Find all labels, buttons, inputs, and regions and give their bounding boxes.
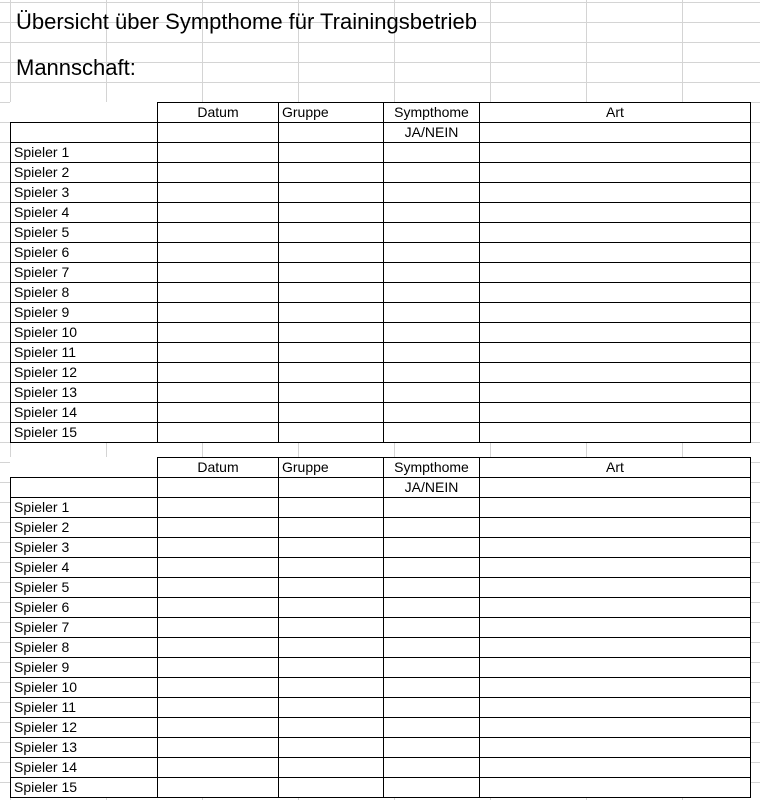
sympthome-cell[interactable] [384,203,480,223]
player-row [11,598,751,618]
datum-cell[interactable] [158,383,279,403]
datum-cell[interactable] [158,163,279,183]
player-row [11,678,751,698]
table-grid [10,457,751,798]
player-row [11,578,751,598]
datum-cell[interactable] [158,638,279,658]
subheader-ja-nein[interactable]: JA/NEIN [384,123,480,143]
header-row [11,103,751,123]
gruppe-cell[interactable] [279,403,384,423]
player-name-cell[interactable]: Spieler 1 [11,498,158,518]
art-cell[interactable] [480,323,751,343]
sympthome-cell[interactable] [384,403,480,423]
header-sympthome[interactable]: Sympthome [384,103,480,123]
sympthome-cell[interactable] [384,598,480,618]
header-gruppe[interactable]: Gruppe [279,458,384,478]
art-cell[interactable] [480,498,751,518]
cell[interactable] [480,478,751,498]
sympthome-cell[interactable] [384,363,480,383]
gruppe-cell[interactable] [279,558,384,578]
art-cell[interactable] [480,283,751,303]
player-name-cell[interactable]: Spieler 13 [11,383,158,403]
gruppe-cell[interactable] [279,758,384,778]
art-cell[interactable] [480,758,751,778]
sympthome-cell[interactable] [384,518,480,538]
player-name-cell[interactable]: Spieler 11 [11,698,158,718]
player-name-cell[interactable]: Spieler 8 [11,638,158,658]
gruppe-cell[interactable] [279,498,384,518]
player-name-cell[interactable]: Spieler 4 [11,203,158,223]
sympthome-cell[interactable] [384,558,480,578]
player-name-cell[interactable]: Spieler 13 [11,738,158,758]
datum-cell[interactable] [158,143,279,163]
gruppe-cell[interactable] [279,618,384,638]
player-name-cell[interactable]: Spieler 2 [11,163,158,183]
gruppe-cell[interactable] [279,538,384,558]
sympthome-cell[interactable] [384,423,480,443]
player-name-cell[interactable]: Spieler 3 [11,183,158,203]
sympthome-cell[interactable] [384,263,480,283]
gruppe-cell[interactable] [279,163,384,183]
gruppe-cell[interactable] [279,698,384,718]
player-name-cell[interactable]: Spieler 6 [11,243,158,263]
gruppe-cell[interactable] [279,303,384,323]
art-cell[interactable] [480,263,751,283]
art-cell[interactable] [480,303,751,323]
datum-cell[interactable] [158,283,279,303]
symptom-table-1 [10,102,750,443]
art-cell[interactable] [480,343,751,363]
datum-cell[interactable] [158,738,279,758]
player-name-cell[interactable]: Spieler 12 [11,363,158,383]
art-cell[interactable] [480,778,751,798]
gruppe-cell[interactable] [279,203,384,223]
player-row [11,303,751,323]
datum-cell[interactable] [158,203,279,223]
player-row [11,243,751,263]
player-row [11,163,751,183]
player-name-cell[interactable]: Spieler 6 [11,598,158,618]
sympthome-cell[interactable] [384,758,480,778]
art-cell[interactable] [480,598,751,618]
datum-cell[interactable] [158,183,279,203]
datum-cell[interactable] [158,598,279,618]
sympthome-cell[interactable] [384,183,480,203]
cell[interactable] [158,478,279,498]
player-name-cell[interactable]: Spieler 9 [11,303,158,323]
player-name-cell[interactable]: Spieler 1 [11,143,158,163]
art-cell[interactable] [480,718,751,738]
player-name-cell[interactable]: Spieler 4 [11,558,158,578]
player-name-cell[interactable]: Spieler 5 [11,223,158,243]
subheader-ja-nein[interactable]: JA/NEIN [384,478,480,498]
player-row [11,778,751,798]
cell[interactable] [480,123,751,143]
subheader-row [11,123,751,143]
player-name-cell[interactable]: Spieler 3 [11,538,158,558]
art-cell[interactable] [480,383,751,403]
art-cell[interactable] [480,363,751,383]
datum-cell[interactable] [158,518,279,538]
art-cell[interactable] [480,403,751,423]
cell[interactable] [11,123,158,143]
header-art[interactable]: Art [480,458,751,478]
gruppe-cell[interactable] [279,638,384,658]
datum-cell[interactable] [158,343,279,363]
player-name-cell[interactable]: Spieler 12 [11,718,158,738]
datum-cell[interactable] [158,223,279,243]
art-cell[interactable] [480,143,751,163]
subheader-row [11,478,751,498]
player-row [11,638,751,658]
datum-cell[interactable] [158,243,279,263]
gruppe-cell[interactable] [279,383,384,403]
player-row [11,183,751,203]
art-cell[interactable] [480,538,751,558]
player-row [11,423,751,443]
player-row [11,718,751,738]
sympthome-cell[interactable] [384,283,480,303]
player-row [11,363,751,383]
sympthome-cell[interactable] [384,383,480,403]
gruppe-cell[interactable] [279,243,384,263]
sympthome-cell[interactable] [384,223,480,243]
datum-cell[interactable] [158,618,279,638]
symptom-table-2 [10,457,750,798]
header-datum[interactable]: Datum [158,458,279,478]
sympthome-cell[interactable] [384,778,480,798]
player-row [11,518,751,538]
gruppe-cell[interactable] [279,718,384,738]
datum-cell[interactable] [158,698,279,718]
player-row [11,618,751,638]
art-cell[interactable] [480,558,751,578]
player-name-cell[interactable]: Spieler 7 [11,263,158,283]
player-row [11,498,751,518]
art-cell[interactable] [480,738,751,758]
cell[interactable] [11,478,158,498]
sympthome-cell[interactable] [384,738,480,758]
player-name-cell[interactable]: Spieler 2 [11,518,158,538]
header-datum[interactable]: Datum [158,103,279,123]
gruppe-cell[interactable] [279,283,384,303]
sympthome-cell[interactable] [384,578,480,598]
art-cell[interactable] [480,163,751,183]
art-cell[interactable] [480,223,751,243]
sympthome-cell[interactable] [384,343,480,363]
gruppe-cell[interactable] [279,143,384,163]
player-name-cell[interactable]: Spieler 10 [11,323,158,343]
gruppe-cell[interactable] [279,363,384,383]
datum-cell[interactable] [158,423,279,443]
datum-cell[interactable] [158,658,279,678]
sympthome-cell[interactable] [384,658,480,678]
player-row [11,758,751,778]
player-row [11,343,751,363]
datum-cell[interactable] [158,578,279,598]
player-rows [11,143,751,443]
art-cell[interactable] [480,618,751,638]
player-name-cell[interactable]: Spieler 14 [11,403,158,423]
art-cell[interactable] [480,203,751,223]
header-sympthome[interactable]: Sympthome [384,458,480,478]
header-cell-blank[interactable] [11,458,158,478]
player-name-cell[interactable]: Spieler 14 [11,758,158,778]
cell[interactable] [279,123,384,143]
sympthome-cell[interactable] [384,678,480,698]
header-art[interactable]: Art [480,103,751,123]
sympthome-cell[interactable] [384,323,480,343]
gruppe-cell[interactable] [279,658,384,678]
gruppe-cell[interactable] [279,578,384,598]
sympthome-cell[interactable] [384,498,480,518]
sympthome-cell[interactable] [384,303,480,323]
player-name-cell[interactable]: Spieler 7 [11,618,158,638]
datum-cell[interactable] [158,678,279,698]
sympthome-cell[interactable] [384,243,480,263]
player-row [11,223,751,243]
gruppe-cell[interactable] [279,423,384,443]
datum-cell[interactable] [158,498,279,518]
table-grid [10,102,751,443]
datum-cell[interactable] [158,778,279,798]
player-row [11,383,751,403]
gruppe-cell[interactable] [279,678,384,698]
player-row [11,403,751,423]
player-row [11,143,751,163]
art-cell[interactable] [480,183,751,203]
datum-cell[interactable] [158,538,279,558]
sympthome-cell[interactable] [384,618,480,638]
gruppe-cell[interactable] [279,343,384,363]
gruppe-cell[interactable] [279,223,384,243]
player-rows [11,498,751,798]
datum-cell[interactable] [158,403,279,423]
art-cell[interactable] [480,423,751,443]
player-row [11,203,751,223]
player-name-cell[interactable]: Spieler 8 [11,283,158,303]
player-row [11,323,751,343]
player-name-cell[interactable]: Spieler 15 [11,423,158,443]
gruppe-cell[interactable] [279,323,384,343]
player-name-cell[interactable]: Spieler 5 [11,578,158,598]
art-cell[interactable] [480,578,751,598]
header-cell-blank[interactable] [11,103,158,123]
player-row [11,658,751,678]
player-row [11,738,751,758]
datum-cell[interactable] [158,263,279,283]
art-cell[interactable] [480,698,751,718]
art-cell[interactable] [480,658,751,678]
gruppe-cell[interactable] [279,518,384,538]
sympthome-cell[interactable] [384,538,480,558]
sympthome-cell[interactable] [384,163,480,183]
team-label[interactable]: Mannschaft: [16,55,136,80]
art-cell[interactable] [480,678,751,698]
header-gruppe[interactable]: Gruppe [279,103,384,123]
art-cell[interactable] [480,243,751,263]
sheet-title[interactable]: Übersicht über Sympthome für Trainingsbetrieb [16,9,477,34]
datum-cell[interactable] [158,558,279,578]
art-cell[interactable] [480,638,751,658]
cell[interactable] [158,123,279,143]
player-name-cell[interactable]: Spieler 10 [11,678,158,698]
player-row [11,538,751,558]
gruppe-cell[interactable] [279,738,384,758]
player-row [11,263,751,283]
datum-cell[interactable] [158,303,279,323]
player-name-cell[interactable]: Spieler 11 [11,343,158,363]
gruppe-cell[interactable] [279,263,384,283]
art-cell[interactable] [480,518,751,538]
player-row [11,283,751,303]
datum-cell[interactable] [158,758,279,778]
cell[interactable] [279,478,384,498]
player-name-cell[interactable]: Spieler 9 [11,658,158,678]
datum-cell[interactable] [158,718,279,738]
gruppe-cell[interactable] [279,183,384,203]
datum-cell[interactable] [158,363,279,383]
player-row [11,558,751,578]
datum-cell[interactable] [158,323,279,343]
sympthome-cell[interactable] [384,638,480,658]
sympthome-cell[interactable] [384,143,480,163]
sympthome-cell[interactable] [384,718,480,738]
player-row [11,698,751,718]
gruppe-cell[interactable] [279,598,384,618]
sympthome-cell[interactable] [384,698,480,718]
player-name-cell[interactable]: Spieler 15 [11,778,158,798]
gruppe-cell[interactable] [279,778,384,798]
header-row [11,458,751,478]
